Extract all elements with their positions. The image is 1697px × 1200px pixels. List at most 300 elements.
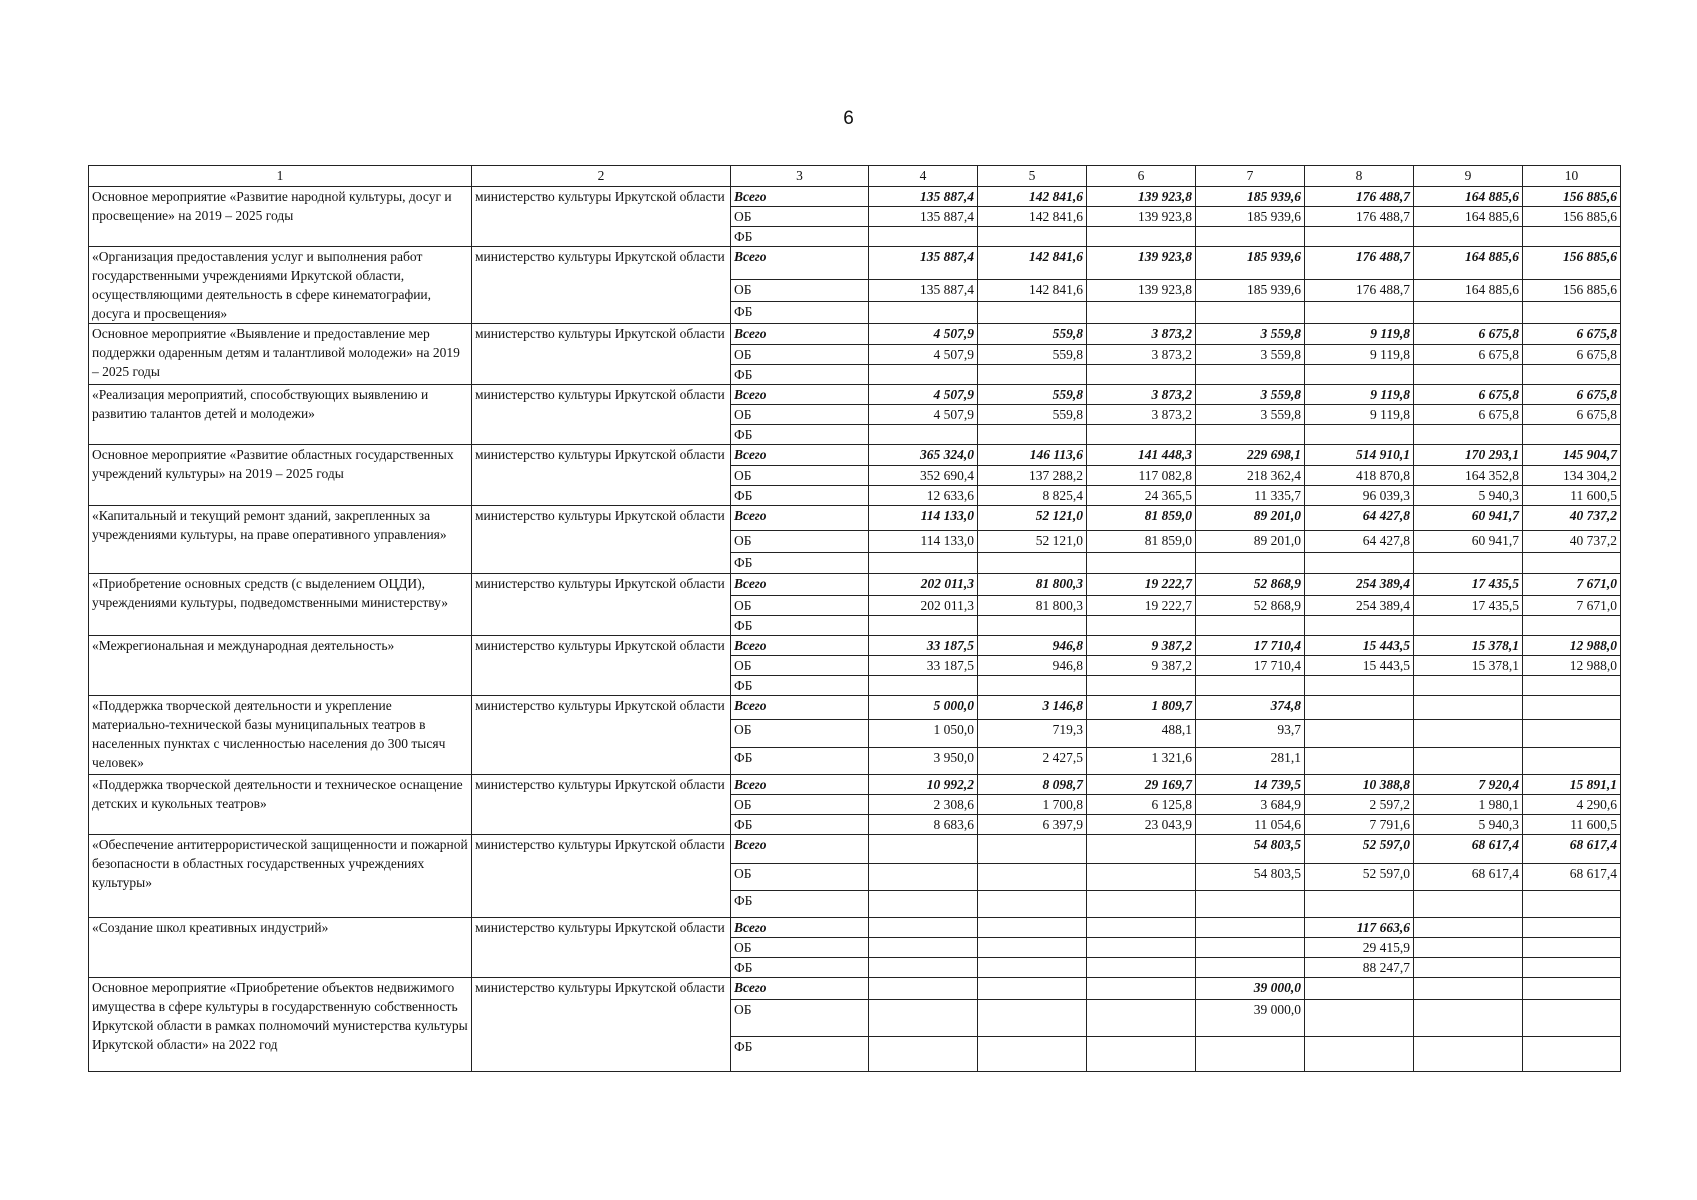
amount-cell: 374,8 bbox=[1196, 696, 1305, 720]
amount-cell: 39 000,0 bbox=[1196, 1000, 1305, 1037]
amount-cell: 139 923,8 bbox=[1087, 187, 1196, 207]
funding-source-cell: ОБ bbox=[731, 207, 869, 227]
amount-cell bbox=[1196, 553, 1305, 574]
column-header: 8 bbox=[1305, 166, 1414, 187]
amount-cell: 68 617,4 bbox=[1414, 835, 1523, 864]
amount-cell bbox=[1196, 676, 1305, 696]
amount-cell bbox=[1414, 302, 1523, 324]
amount-cell: 156 885,6 bbox=[1523, 247, 1621, 280]
amount-cell bbox=[1414, 720, 1523, 748]
funding-source-cell: ОБ bbox=[731, 1000, 869, 1037]
column-header: 6 bbox=[1087, 166, 1196, 187]
amount-cell: 117 663,6 bbox=[1305, 918, 1414, 938]
amount-cell bbox=[1196, 1037, 1305, 1072]
table-row bbox=[89, 636, 1621, 656]
amount-cell bbox=[869, 1037, 978, 1072]
amount-cell: 142 841,6 bbox=[978, 280, 1087, 302]
amount-cell: 17 710,4 bbox=[1196, 636, 1305, 656]
funding-source-cell: ОБ bbox=[731, 720, 869, 748]
funding-source-cell: Всего bbox=[731, 835, 869, 864]
amount-cell bbox=[869, 365, 978, 385]
amount-cell bbox=[1414, 918, 1523, 938]
amount-cell: 29 169,7 bbox=[1087, 775, 1196, 795]
amount-cell bbox=[1305, 425, 1414, 445]
amount-cell: 19 222,7 bbox=[1087, 574, 1196, 596]
amount-cell: 164 885,6 bbox=[1414, 280, 1523, 302]
amount-cell: 52 868,9 bbox=[1196, 574, 1305, 596]
funding-source-cell: ФБ bbox=[731, 676, 869, 696]
amount-cell: 135 887,4 bbox=[869, 247, 978, 280]
amount-cell: 135 887,4 bbox=[869, 280, 978, 302]
amount-cell bbox=[1414, 1000, 1523, 1037]
amount-cell: 3 873,2 bbox=[1087, 345, 1196, 365]
amount-cell: 946,8 bbox=[978, 656, 1087, 676]
executor-cell: министерство культуры Иркутской области bbox=[472, 506, 731, 574]
amount-cell bbox=[869, 676, 978, 696]
amount-cell: 141 448,3 bbox=[1087, 445, 1196, 466]
amount-cell: 52 597,0 bbox=[1305, 864, 1414, 891]
amount-cell bbox=[1523, 918, 1621, 938]
funding-source-cell: ФБ bbox=[731, 425, 869, 445]
amount-cell bbox=[978, 676, 1087, 696]
table-row bbox=[89, 324, 1621, 345]
amount-cell bbox=[1305, 365, 1414, 385]
amount-cell bbox=[1087, 835, 1196, 864]
funding-source-cell: Всего bbox=[731, 187, 869, 207]
amount-cell: 156 885,6 bbox=[1523, 187, 1621, 207]
amount-cell: 1 050,0 bbox=[869, 720, 978, 748]
funding-source-cell: ФБ bbox=[731, 958, 869, 978]
amount-cell: 176 488,7 bbox=[1305, 207, 1414, 227]
amount-cell bbox=[1414, 958, 1523, 978]
amount-cell bbox=[869, 835, 978, 864]
amount-cell: 7 671,0 bbox=[1523, 574, 1621, 596]
amount-cell bbox=[978, 302, 1087, 324]
table-row bbox=[89, 775, 1621, 795]
funding-source-cell: ФБ bbox=[731, 1037, 869, 1072]
funding-source-cell: Всего bbox=[731, 385, 869, 405]
amount-cell bbox=[1305, 1000, 1414, 1037]
amount-cell: 218 362,4 bbox=[1196, 466, 1305, 486]
amount-cell: 1 980,1 bbox=[1414, 795, 1523, 815]
amount-cell: 514 910,1 bbox=[1305, 445, 1414, 466]
amount-cell bbox=[1523, 616, 1621, 636]
funding-source-cell: ФБ bbox=[731, 365, 869, 385]
amount-cell bbox=[869, 864, 978, 891]
amount-cell: 352 690,4 bbox=[869, 466, 978, 486]
table-row bbox=[89, 385, 1621, 405]
amount-cell bbox=[1523, 891, 1621, 918]
table-row bbox=[89, 835, 1621, 864]
amount-cell: 39 000,0 bbox=[1196, 978, 1305, 1000]
amount-cell: 9 119,8 bbox=[1305, 345, 1414, 365]
funding-source-cell: Всего bbox=[731, 775, 869, 795]
amount-cell bbox=[1087, 676, 1196, 696]
amount-cell bbox=[1414, 616, 1523, 636]
amount-cell bbox=[869, 958, 978, 978]
amount-cell: 139 923,8 bbox=[1087, 280, 1196, 302]
amount-cell: 6 675,8 bbox=[1523, 324, 1621, 345]
amount-cell: 156 885,6 bbox=[1523, 207, 1621, 227]
amount-cell: 6 675,8 bbox=[1414, 324, 1523, 345]
amount-cell: 15 378,1 bbox=[1414, 656, 1523, 676]
amount-cell: 54 803,5 bbox=[1196, 864, 1305, 891]
amount-cell: 142 841,6 bbox=[978, 207, 1087, 227]
amount-cell: 11 600,5 bbox=[1523, 486, 1621, 506]
funding-source-cell: ФБ bbox=[731, 553, 869, 574]
amount-cell bbox=[978, 958, 1087, 978]
amount-cell bbox=[978, 835, 1087, 864]
funding-source-cell: ОБ bbox=[731, 466, 869, 486]
funding-source-cell: ОБ bbox=[731, 864, 869, 891]
amount-cell: 5 000,0 bbox=[869, 696, 978, 720]
amount-cell: 185 939,6 bbox=[1196, 280, 1305, 302]
event-name-cell: «Организация предоставления услуг и выполнения работ государственными учреждениями Иркутской области, осуществляющими деятельность в сфере кинематографии, досуга и просвещения» bbox=[89, 247, 472, 324]
amount-cell bbox=[869, 1000, 978, 1037]
amount-cell bbox=[978, 891, 1087, 918]
amount-cell: 3 559,8 bbox=[1196, 324, 1305, 345]
amount-cell: 8 683,6 bbox=[869, 815, 978, 835]
amount-cell: 11 335,7 bbox=[1196, 486, 1305, 506]
amount-cell: 6 675,8 bbox=[1414, 345, 1523, 365]
amount-cell bbox=[1305, 696, 1414, 720]
amount-cell: 4 507,9 bbox=[869, 345, 978, 365]
amount-cell: 17 710,4 bbox=[1196, 656, 1305, 676]
amount-cell: 142 841,6 bbox=[978, 247, 1087, 280]
table-body bbox=[89, 166, 1621, 1072]
amount-cell: 176 488,7 bbox=[1305, 247, 1414, 280]
amount-cell: 7 920,4 bbox=[1414, 775, 1523, 795]
page-number: 6 bbox=[843, 108, 854, 129]
amount-cell bbox=[1414, 748, 1523, 775]
amount-cell bbox=[978, 1000, 1087, 1037]
table-row bbox=[89, 187, 1621, 207]
amount-cell: 81 859,0 bbox=[1087, 506, 1196, 531]
event-name-cell: «Межрегиональная и международная деятельность» bbox=[89, 636, 472, 696]
amount-cell: 2 308,6 bbox=[869, 795, 978, 815]
amount-cell: 33 187,5 bbox=[869, 656, 978, 676]
amount-cell bbox=[1087, 553, 1196, 574]
amount-cell bbox=[978, 978, 1087, 1000]
amount-cell bbox=[1523, 227, 1621, 247]
funding-source-cell: ОБ bbox=[731, 656, 869, 676]
amount-cell: 81 800,3 bbox=[978, 574, 1087, 596]
amount-cell bbox=[1305, 302, 1414, 324]
amount-cell: 164 885,6 bbox=[1414, 187, 1523, 207]
amount-cell bbox=[978, 864, 1087, 891]
funding-source-cell: Всего bbox=[731, 445, 869, 466]
amount-cell bbox=[1523, 720, 1621, 748]
funding-source-cell: Всего bbox=[731, 506, 869, 531]
amount-cell bbox=[869, 227, 978, 247]
amount-cell: 135 887,4 bbox=[869, 187, 978, 207]
amount-cell: 52 121,0 bbox=[978, 531, 1087, 553]
amount-cell bbox=[1414, 938, 1523, 958]
amount-cell bbox=[1305, 676, 1414, 696]
amount-cell: 719,3 bbox=[978, 720, 1087, 748]
amount-cell: 142 841,6 bbox=[978, 187, 1087, 207]
funding-source-cell: Всего bbox=[731, 696, 869, 720]
amount-cell: 7 791,6 bbox=[1305, 815, 1414, 835]
executor-cell: министерство культуры Иркутской области bbox=[472, 636, 731, 696]
amount-cell: 1 809,7 bbox=[1087, 696, 1196, 720]
amount-cell bbox=[1087, 864, 1196, 891]
amount-cell bbox=[978, 938, 1087, 958]
amount-cell bbox=[1305, 553, 1414, 574]
executor-cell: министерство культуры Иркутской области bbox=[472, 775, 731, 835]
amount-cell: 2 597,2 bbox=[1305, 795, 1414, 815]
column-header: 4 bbox=[869, 166, 978, 187]
amount-cell: 559,8 bbox=[978, 345, 1087, 365]
amount-cell bbox=[1087, 958, 1196, 978]
column-header: 2 bbox=[472, 166, 731, 187]
amount-cell: 117 082,8 bbox=[1087, 466, 1196, 486]
amount-cell: 15 891,1 bbox=[1523, 775, 1621, 795]
amount-cell bbox=[1087, 227, 1196, 247]
amount-cell: 202 011,3 bbox=[869, 596, 978, 616]
amount-cell: 1 321,6 bbox=[1087, 748, 1196, 775]
amount-cell bbox=[978, 553, 1087, 574]
amount-cell: 365 324,0 bbox=[869, 445, 978, 466]
amount-cell: 4 507,9 bbox=[869, 385, 978, 405]
amount-cell: 9 387,2 bbox=[1087, 656, 1196, 676]
amount-cell: 17 435,5 bbox=[1414, 596, 1523, 616]
funding-source-cell: Всего bbox=[731, 978, 869, 1000]
amount-cell bbox=[1087, 1037, 1196, 1072]
amount-cell bbox=[1414, 227, 1523, 247]
funding-source-cell: Всего bbox=[731, 918, 869, 938]
amount-cell: 81 800,3 bbox=[978, 596, 1087, 616]
amount-cell: 52 121,0 bbox=[978, 506, 1087, 531]
amount-cell: 60 941,7 bbox=[1414, 531, 1523, 553]
amount-cell: 559,8 bbox=[978, 405, 1087, 425]
amount-cell bbox=[1305, 616, 1414, 636]
amount-cell: 281,1 bbox=[1196, 748, 1305, 775]
funding-source-cell: Всего bbox=[731, 247, 869, 280]
amount-cell bbox=[1196, 938, 1305, 958]
amount-cell bbox=[1087, 1000, 1196, 1037]
amount-cell bbox=[978, 365, 1087, 385]
amount-cell bbox=[869, 918, 978, 938]
funding-source-cell: Всего bbox=[731, 324, 869, 345]
amount-cell bbox=[1523, 365, 1621, 385]
amount-cell: 229 698,1 bbox=[1196, 445, 1305, 466]
amount-cell: 2 427,5 bbox=[978, 748, 1087, 775]
amount-cell: 139 923,8 bbox=[1087, 207, 1196, 227]
event-name-cell: «Капитальный и текущий ремонт зданий, закрепленных за учреждениями культуры, на праве оперативного управления» bbox=[89, 506, 472, 574]
amount-cell: 3 873,2 bbox=[1087, 385, 1196, 405]
amount-cell bbox=[1414, 1037, 1523, 1072]
amount-cell: 68 617,4 bbox=[1414, 864, 1523, 891]
executor-cell: министерство культуры Иркутской области bbox=[472, 978, 731, 1072]
amount-cell bbox=[1196, 891, 1305, 918]
amount-cell: 54 803,5 bbox=[1196, 835, 1305, 864]
amount-cell bbox=[1414, 676, 1523, 696]
amount-cell bbox=[1196, 365, 1305, 385]
amount-cell: 12 988,0 bbox=[1523, 636, 1621, 656]
amount-cell: 559,8 bbox=[978, 324, 1087, 345]
amount-cell: 24 365,5 bbox=[1087, 486, 1196, 506]
amount-cell: 3 559,8 bbox=[1196, 405, 1305, 425]
amount-cell: 559,8 bbox=[978, 385, 1087, 405]
executor-cell: министерство культуры Иркутской области bbox=[472, 187, 731, 247]
amount-cell bbox=[1087, 616, 1196, 636]
amount-cell: 176 488,7 bbox=[1305, 187, 1414, 207]
event-name-cell: Основное мероприятие «Выявление и предоставление мер поддержки одаренным детям и талантливой молодежи» на 2019 – 2025 годы bbox=[89, 324, 472, 385]
amount-cell: 946,8 bbox=[978, 636, 1087, 656]
amount-cell: 12 988,0 bbox=[1523, 656, 1621, 676]
amount-cell bbox=[1196, 958, 1305, 978]
amount-cell: 5 940,3 bbox=[1414, 815, 1523, 835]
amount-cell: 64 427,8 bbox=[1305, 506, 1414, 531]
amount-cell: 10 992,2 bbox=[869, 775, 978, 795]
amount-cell: 3 559,8 bbox=[1196, 345, 1305, 365]
header-row bbox=[89, 166, 1621, 187]
amount-cell: 89 201,0 bbox=[1196, 506, 1305, 531]
amount-cell: 6 675,8 bbox=[1523, 345, 1621, 365]
amount-cell bbox=[1414, 891, 1523, 918]
amount-cell bbox=[1087, 978, 1196, 1000]
amount-cell: 88 247,7 bbox=[1305, 958, 1414, 978]
amount-cell: 9 119,8 bbox=[1305, 405, 1414, 425]
funding-source-cell: ОБ bbox=[731, 795, 869, 815]
amount-cell: 170 293,1 bbox=[1414, 445, 1523, 466]
amount-cell bbox=[1196, 616, 1305, 636]
amount-cell: 9 119,8 bbox=[1305, 385, 1414, 405]
funding-source-cell: ОБ bbox=[731, 596, 869, 616]
funding-source-cell: ОБ bbox=[731, 405, 869, 425]
funding-source-cell: ОБ bbox=[731, 531, 869, 553]
amount-cell: 68 617,4 bbox=[1523, 864, 1621, 891]
amount-cell: 3 684,9 bbox=[1196, 795, 1305, 815]
amount-cell: 145 904,7 bbox=[1523, 445, 1621, 466]
amount-cell bbox=[1196, 425, 1305, 445]
table-row bbox=[89, 574, 1621, 596]
amount-cell: 3 950,0 bbox=[869, 748, 978, 775]
event-name-cell: Основное мероприятие «Развитие народной культуры, досуг и просвещение» на 2019 – 2025 годы bbox=[89, 187, 472, 247]
amount-cell: 3 873,2 bbox=[1087, 324, 1196, 345]
amount-cell: 164 352,8 bbox=[1414, 466, 1523, 486]
executor-cell: министерство культуры Иркутской области bbox=[472, 385, 731, 445]
amount-cell: 114 133,0 bbox=[869, 506, 978, 531]
amount-cell bbox=[869, 425, 978, 445]
table-row bbox=[89, 978, 1621, 1000]
funding-source-cell: ОБ bbox=[731, 345, 869, 365]
amount-cell bbox=[1196, 918, 1305, 938]
amount-cell: 202 011,3 bbox=[869, 574, 978, 596]
amount-cell: 164 885,6 bbox=[1414, 207, 1523, 227]
amount-cell: 6 675,8 bbox=[1523, 385, 1621, 405]
amount-cell: 135 887,4 bbox=[869, 207, 978, 227]
amount-cell bbox=[1523, 302, 1621, 324]
amount-cell bbox=[1305, 720, 1414, 748]
table-row bbox=[89, 247, 1621, 280]
event-name-cell: «Реализация мероприятий, способствующих выявлению и развитию талантов детей и молодежи» bbox=[89, 385, 472, 445]
amount-cell bbox=[978, 918, 1087, 938]
amount-cell bbox=[978, 227, 1087, 247]
amount-cell: 11 600,5 bbox=[1523, 815, 1621, 835]
amount-cell bbox=[1087, 938, 1196, 958]
amount-cell bbox=[869, 302, 978, 324]
amount-cell: 93,7 bbox=[1196, 720, 1305, 748]
amount-cell: 6 397,9 bbox=[978, 815, 1087, 835]
amount-cell bbox=[1414, 425, 1523, 445]
amount-cell bbox=[1305, 227, 1414, 247]
amount-cell: 96 039,3 bbox=[1305, 486, 1414, 506]
amount-cell: 134 304,2 bbox=[1523, 466, 1621, 486]
amount-cell: 156 885,6 bbox=[1523, 280, 1621, 302]
amount-cell: 4 507,9 bbox=[869, 324, 978, 345]
funding-source-cell: ФБ bbox=[731, 227, 869, 247]
amount-cell bbox=[869, 891, 978, 918]
table-row bbox=[89, 506, 1621, 531]
funding-source-cell: ОБ bbox=[731, 938, 869, 958]
amount-cell: 418 870,8 bbox=[1305, 466, 1414, 486]
amount-cell: 11 054,6 bbox=[1196, 815, 1305, 835]
table-row bbox=[89, 445, 1621, 466]
amount-cell: 14 739,5 bbox=[1196, 775, 1305, 795]
amount-cell: 19 222,7 bbox=[1087, 596, 1196, 616]
amount-cell bbox=[1414, 696, 1523, 720]
amount-cell bbox=[869, 978, 978, 1000]
amount-cell: 8 098,7 bbox=[978, 775, 1087, 795]
table-row bbox=[89, 696, 1621, 720]
amount-cell: 6 675,8 bbox=[1414, 385, 1523, 405]
amount-cell bbox=[1087, 918, 1196, 938]
amount-cell bbox=[1087, 425, 1196, 445]
amount-cell bbox=[1523, 676, 1621, 696]
amount-cell: 64 427,8 bbox=[1305, 531, 1414, 553]
amount-cell bbox=[1196, 302, 1305, 324]
amount-cell bbox=[1087, 891, 1196, 918]
event-name-cell: «Поддержка творческой деятельности и техническое оснащение детских и кукольных театров» bbox=[89, 775, 472, 835]
amount-cell: 52 868,9 bbox=[1196, 596, 1305, 616]
budget-table bbox=[88, 165, 1621, 1072]
amount-cell bbox=[978, 616, 1087, 636]
executor-cell: министерство культуры Иркутской области bbox=[472, 574, 731, 636]
amount-cell bbox=[1414, 365, 1523, 385]
amount-cell: 185 939,6 bbox=[1196, 207, 1305, 227]
event-name-cell: «Создание школ креативных индустрий» bbox=[89, 918, 472, 978]
amount-cell: 52 597,0 bbox=[1305, 835, 1414, 864]
amount-cell bbox=[869, 553, 978, 574]
column-header: 5 bbox=[978, 166, 1087, 187]
amount-cell: 40 737,2 bbox=[1523, 506, 1621, 531]
amount-cell: 23 043,9 bbox=[1087, 815, 1196, 835]
executor-cell: министерство культуры Иркутской области bbox=[472, 445, 731, 506]
amount-cell bbox=[869, 616, 978, 636]
funding-source-cell: ФБ bbox=[731, 486, 869, 506]
amount-cell: 81 859,0 bbox=[1087, 531, 1196, 553]
event-name-cell: «Поддержка творческой деятельности и укрепление материально-технической базы муниципальных театров в населенных пунктах с численностью населения до 300 тысяч человек» bbox=[89, 696, 472, 775]
column-header: 7 bbox=[1196, 166, 1305, 187]
amount-cell: 15 443,5 bbox=[1305, 636, 1414, 656]
amount-cell: 29 415,9 bbox=[1305, 938, 1414, 958]
funding-source-cell: ФБ bbox=[731, 302, 869, 324]
amount-cell: 6 125,8 bbox=[1087, 795, 1196, 815]
amount-cell: 3 873,2 bbox=[1087, 405, 1196, 425]
amount-cell: 7 671,0 bbox=[1523, 596, 1621, 616]
amount-cell bbox=[1523, 1000, 1621, 1037]
amount-cell bbox=[1523, 425, 1621, 445]
amount-cell: 3 559,8 bbox=[1196, 385, 1305, 405]
amount-cell: 114 133,0 bbox=[869, 531, 978, 553]
funding-source-cell: ФБ bbox=[731, 815, 869, 835]
amount-cell: 139 923,8 bbox=[1087, 247, 1196, 280]
funding-source-cell: ОБ bbox=[731, 280, 869, 302]
amount-cell: 6 675,8 bbox=[1414, 405, 1523, 425]
event-name-cell: «Обеспечение антитеррористической защищенности и пожарной безопасности в областных государственных учреждениях культуры» bbox=[89, 835, 472, 918]
